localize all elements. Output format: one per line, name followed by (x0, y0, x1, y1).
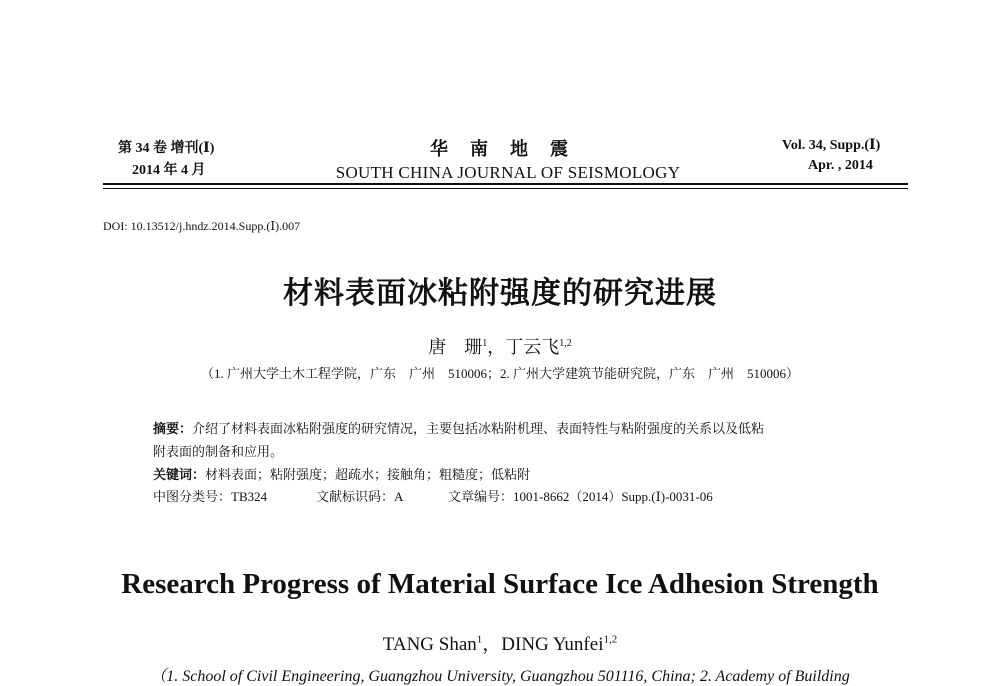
author-cn-separator: ， (487, 337, 506, 357)
keywords-text: 材料表面；粘附强度；超疏水；接触角；粗糙度；低粘附 (205, 467, 531, 482)
journal-name-cn: 华 南 地 震 (430, 139, 570, 159)
author-cn-2-affil: 1,2 (559, 338, 572, 349)
author-en-1-affil: 1 (476, 633, 483, 646)
keywords (153, 464, 530, 483)
abstract-line-2: 附表面的制备和应用。 (153, 444, 284, 459)
volume-issue: 第 34 卷 增刊(Ⅰ) (118, 141, 215, 156)
title-en: Research Progress of Material Surface Ice Adhesion Strength (121, 568, 879, 600)
abstract-text-1: 介绍了材料表面冰粘附强度的研究情况，主要包括冰粘附机理、表面特性与粘附强度的关系以及低粘 (192, 421, 765, 436)
issue-date-cn: 2014 年 4 月 (132, 163, 206, 178)
title-cn: 材料表面冰粘附强度的研究进展 (283, 276, 717, 311)
issue-date-en: Apr. , 2014 (808, 158, 873, 173)
abstract-line-1 (153, 418, 764, 437)
author-en-2: DING Yunfei (501, 634, 604, 655)
keywords-label: 关键词： (153, 467, 206, 482)
volume-supp-en: Vol. 34, Supp.(Ⅰ) (782, 138, 881, 153)
document-code: 文献标识码：A (316, 489, 404, 504)
abstract-label: 摘要： (153, 421, 193, 436)
author-cn-2: 丁云飞 (505, 337, 560, 357)
header-rule-top (103, 183, 908, 185)
author-en-2-affil: 1,2 (603, 633, 618, 646)
author-en-separator: ， (482, 634, 502, 655)
doi: DOI: 10.13512/j.hndz.2014.Supp.(Ⅰ).007 (103, 219, 301, 233)
journal-name-en: SOUTH CHINA JOURNAL OF SEISMOLOGY (335, 163, 681, 182)
author-en-1: TANG Shan (382, 634, 477, 655)
header-rule-bottom (103, 188, 908, 189)
article-number: 文章编号：1001-8662（2014）Supp.(Ⅰ)-0031-06 (448, 489, 713, 504)
authors-en (0, 629, 1000, 656)
affiliations-cn: （1. 广州大学土木工程学院，广东 广州 510006；2. 广州大学建筑节能研究院，广东 广州 510006） (200, 366, 799, 381)
authors-cn (0, 333, 1000, 359)
author-cn-1: 唐 珊 (428, 337, 483, 357)
author-cn-1-affil: 1 (482, 338, 488, 349)
clc-number: 中图分类号：TB324 (153, 489, 268, 504)
affiliations-en: （1. School of Civil Engineering, Guangzhou University, Guangzhou 501116, China; 2. Academy of Building (150, 668, 850, 685)
